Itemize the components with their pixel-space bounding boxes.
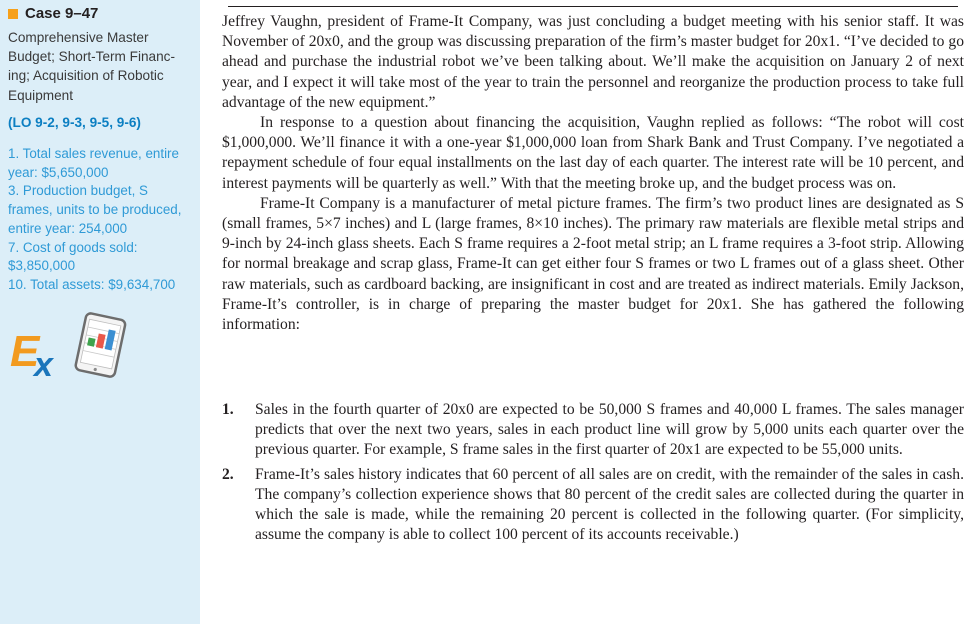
check-figure-line: year: $5,650,000: [8, 164, 109, 180]
case-title-line: Equipment: [8, 87, 73, 103]
paragraph: In response to a question about financing the acquisition, Vaughn replied as follows: “The robot will cost $1,000,000. We’ll finance it with a one-year $1,000,000 loan from Shark Bank and Trust Company. I’ve negotiated a repayment schedule of four equal installments on the last day of each quarter. The interest rate will be 10 percent, and interest payments will be quarterly as well.” With that the meeting broke up, and the budget process was on.: [222, 114, 964, 192]
case-marker-square: [8, 9, 18, 19]
list-item: [222, 465, 964, 546]
case-body: [222, 12, 964, 335]
case-label: Case 9–47: [25, 5, 99, 22]
check-figure-line: entire year: 254,000: [8, 220, 128, 236]
svg-text:E: E: [10, 327, 40, 376]
case-title-line: ing; Acquisition of Robotic: [8, 68, 164, 84]
check-figure-line: frames, units to be produced,: [8, 202, 182, 218]
sidebar-panel: [0, 0, 200, 624]
case-title-line: Comprehensive Master: [8, 30, 149, 45]
check-figures: [8, 145, 198, 295]
check-figure-line: 1. Total sales revenue, entire: [8, 146, 179, 161]
case-title-line: Budget; Short-Term Financ-: [8, 49, 175, 65]
check-figure-line: $3,850,000: [8, 258, 76, 274]
paragraph: Jeffrey Vaughn, president of Frame-It Company, was just concluding a budget meeting with his senior staff. It was November of 20x0, and the group was discussing preparation of the firm’s master budget for 20x1. “I’ve decided to go ahead and purchase the industrial robot we’ve been talking about. We’ll make the acquisition on January 2 of next year, and I expect it will take most of the year to train the personnel and reorganize the production process to take full advantage of the new equipment.”: [222, 13, 964, 111]
paragraph: Frame-It Company is a manufacturer of metal picture frames. The firm’s two product lines are designated as S (small frames, 5×7 inches) and L (large frames, 8×10 inches). The primary raw materials are flexible metal strips and 9-inch by 24-inch glass sheets. Each S frame requires a 2-foot metal strip; an L frame requires a 3-foot strip. Allowing for normal breakage and scrap glass, Frame-It can get either four S frames or two L frames out of a glass sheet. Other raw materials, such as cardboard backing, are insignificant in cost and are treated as indirect materials. Emily Jackson, Frame-It’s controller, is in charge of preparing the master budget for 20x1. She has gathered the following information:: [222, 194, 964, 334]
list-item: [222, 400, 964, 461]
header-rule: [228, 6, 958, 7]
svg-text:x: x: [34, 346, 53, 384]
case-heading: [8, 5, 98, 22]
list-item-text: Frame-It’s sales history indicates that 60 percent of all sales are on credit, with the remainder of the sales in cash. The company’s collection experience shows that 80 percent of the credit sales are collected during the quarter in which the sale is made, while the remaining 20 percent is collected in the following quarter. (For simplicity, assume the company is able to collect 100 percent of its accounts receivable.): [255, 465, 964, 544]
learning-objectives: (LO 9-2, 9-3, 9-5, 9-6): [8, 115, 141, 130]
tablet-spreadsheet-icon: [66, 312, 134, 382]
list-item-number: 2.: [222, 465, 234, 483]
list-item-text: Sales in the fourth quarter of 20x0 are expected to be 50,000 S frames and 40,000 L frames. The sales manager predicts that over the next two years, sales in each product line will grow by 5,000 units each quarter over the previous quarter. For example, S frame sales in the first quarter of 20x1 are expected to be 55,000 units.: [255, 401, 964, 459]
check-figure-line: 10. Total assets: $9,634,700: [8, 276, 176, 292]
check-figure-line: 7. Cost of goods sold:: [8, 239, 138, 255]
check-figure-line: 3. Production budget, S: [8, 183, 148, 199]
list-item-number: 1.: [222, 401, 234, 418]
numbered-list: [222, 400, 964, 549]
case-title: [8, 28, 193, 105]
